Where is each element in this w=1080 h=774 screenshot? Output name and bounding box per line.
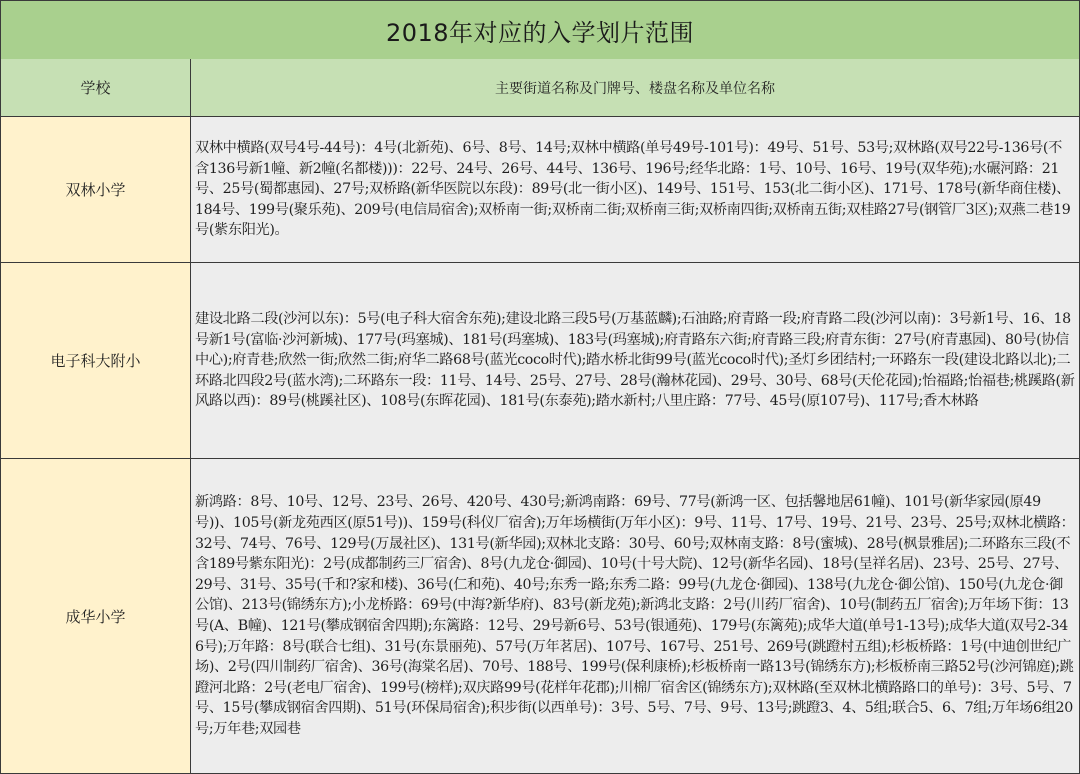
scope-text: 建设北路二段(沙河以东)：5号(电子科大宿舍东苑);建设北路三段5号(万基蓝麟);石油路;府青路一段;府青路二段(沙河以南)：3号新1号、16、18号新1号(富临·沙河新城)、177号(玛塞城)、181号(玛塞城)、183号(玛塞城);府青路东六街;府青路三段;府青东街：27号(府青惠园)、80号(协信中心);府青巷;欣然一街;欣然二街;府华二路68号(蓝光coco时代);踏水桥北街99号(蓝光coco时代);圣灯乡团结村;一环路东一段(建设北路以北);二环路北四段2号(蓝水湾);二环路东一段：11号、14号、25号、27号、28号(瀚林花园)、29号、30号、68号(天伦花园);怡福路;怡福巷;桃蹊路(新风路以西)：89号(桃蹊社区)、108号(东晖花园)、181号(东泰苑);踏水新村;八里庄路：77号、45号(原107号)、117号;香木林路 — [195, 311, 1075, 410]
table-row — [1, 263, 1079, 459]
column-header-scope: 主要街道名称及门牌号、楼盘名称及单位名称 — [495, 80, 775, 97]
column-header-row — [1, 59, 1079, 117]
school-name-cell: 成华小学 — [1, 459, 191, 773]
scope-cell — [191, 263, 1079, 458]
table-row — [1, 117, 1079, 263]
table-title: 2018年对应的入学划片范围 — [1, 1, 1079, 60]
school-name-cell: 电子科大附小 — [1, 263, 191, 458]
school-name-cell: 双林小学 — [1, 117, 191, 262]
scope-text: 双林中横路(双号4号-44号)：4号(北新苑)、6号、8号、14号;双林中横路(单号49号-101号)：49号、51号、53号;双林路(双号22号-136号(不含136号新1幢、新2幢(名都楼)))：22号、24号、26号、44号、136号、196号;经华北路：1号、10号、16号、19号(双华苑);水碾河路：21号、25号(蜀都惠园)、27号;双桥路(新华医院以东段)：89号(北一街小区)、149号、151号、153(北二街小区)、171号、178号(新华商住楼)、184号、199号(聚乐苑)、209号(电信局宿舍);双桥南一街;双桥南二街;双桥南三街;双桥南四街;双桥南五街;双桂路27号(钢管厂3区);双燕二巷19号(紫东阳光)。 — [195, 140, 1071, 239]
column-header-school: 学校 — [1, 59, 191, 116]
table-row — [1, 459, 1079, 773]
scope-text: 新鸿路：8号、10号、12号、23号、26号、420号、430号;新鸿南路：69号、77号(新鸿一区、包括馨地居61幢)、101号(新华家园(原49号))、105号(新龙苑西区(原51号))、159号(科仪厂宿舍);万年场横街(万年小区)：9号、11号、17号、19号、21号、23号、25号;双林北横路：32号、74号、76号、129号(万晟社区)、131号(新华园);双林北支路：30号、60号;双林南支路：8号(蜜城)、28号(枫景雅居);二环路东三段(不含189号紫东阳光)：2号(成都制药三厂宿舍)、8号(九龙仓·御园)、10号(十号大院)、12号(新华名园)、18号(呈祥名居)、23号、25号、27号、29号、31号、35号(千和?家和楼)、36号(仁和苑)、40号;东秀一路;东秀二路：99号(九龙仓·御园)、138号(九龙仓·御公馆)、150号(九龙仓·御公馆)、213号(锦绣东方);小龙桥路：69号(中海?新华府)、83号(新龙苑);新鸿北支路：2号(川药厂宿舍)、10号(制药五厂宿舍);万年场下街：13号(A、B幢)、121号(攀成钢宿舍四期);东篱路：12号、29号新6号、53号(银通苑)、179号(东篱苑);成华大道(单号1-13号);成华大道(双号2-346号);万年路：8号(联合七组)、31号(东景丽苑)、57号(万年茗居)、107号、167号、251号、269号(跳蹬村五组);杉板桥路：1号(中迪创世纪广场)、2号(四川制药厂宿舍)、36号(海棠名居)、70号、188号、199号(保利康桥);杉板桥南一路13号(锦绣东方);杉板桥南三路52号(沙河锦庭);跳蹬河北路：2号(老电厂宿舍)、199号(榜样);双庆路99号(花样年花郡);川棉厂宿舍区(锦绣东方);双林路(至双林北横路路口的单号)：3号、5号、7号、15号(攀成钢宿舍四期)、51号(环保局宿舍);积步街(以西单号)：3号、5号、7号、9号、13号;跳蹬3、4、5组;联合5、6、7组;万年场6组20号;万年巷;双园巷 — [195, 494, 1075, 737]
scope-cell — [191, 459, 1079, 773]
scope-cell — [191, 117, 1079, 262]
